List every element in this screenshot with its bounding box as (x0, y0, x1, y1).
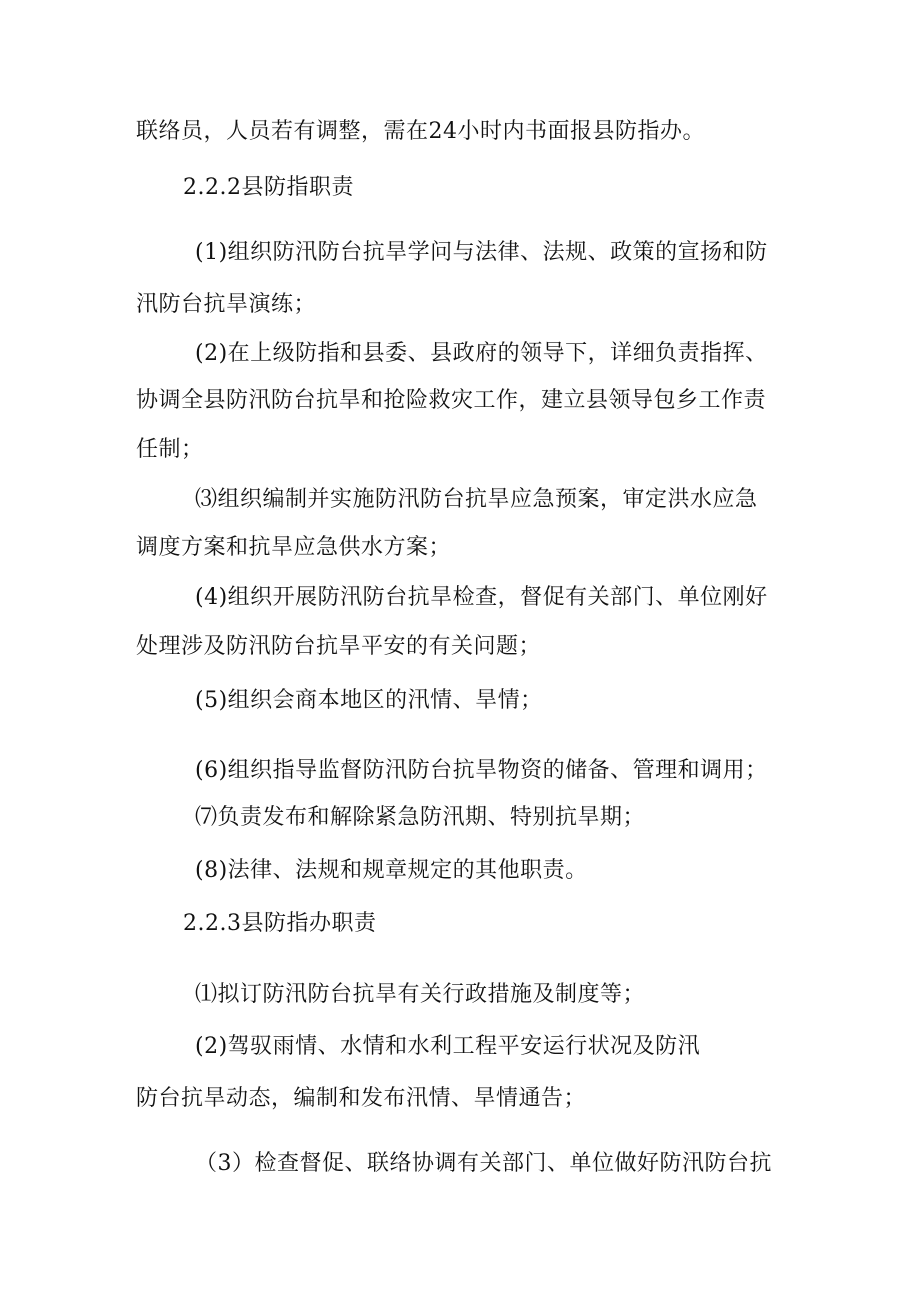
paragraph-line: 任制； (136, 437, 204, 462)
paragraph-line: 联络员，人员若有调整，需在24小时内书面报县防指办。 (136, 119, 705, 144)
paragraph-line: (1)组织防汛防台抗旱学问与法律、法规、政策的宣扬和防 (195, 240, 768, 265)
section-heading-2-2-3: 2.2.3县防指办职责 (183, 911, 377, 936)
paragraph-line: ⑶组织编制并实施防汛防台抗旱应急预案，审定洪水应急 (195, 487, 758, 512)
paragraph-line: ⑴拟订防汛防台抗旱有关行政措施及制度等； (195, 982, 646, 1007)
paragraph-line: (2)驾驭雨情、水情和水利工程平安运行状况及防汛 (195, 1034, 701, 1059)
paragraph-line: (4)组织开展防汛防台抗旱检查，督促有关部门、单位刚好 (195, 585, 768, 610)
paragraph-line: 防台抗旱动态，编制和发布汛情、旱情通告； (136, 1086, 587, 1111)
paragraph-line: 汛防台抗旱演练； (136, 292, 317, 317)
paragraph-line: (5)组织会商本地区的汛情、旱情； (195, 688, 543, 713)
paragraph-line: (6)组织指导监督防汛防台抗旱物资的储备、管理和调用； (195, 758, 768, 783)
paragraph-line: ⑺负责发布和解除紧急防汛期、特别抗旱期； (195, 805, 646, 830)
paragraph-line: （3）检查督促、联络协调有关部门、单位做好防汛防台抗 (195, 1151, 772, 1176)
section-heading-2-2-2: 2.2.2县防指职责 (183, 175, 354, 200)
paragraph-line: 处理涉及防汛防台抗旱平安的有关问题； (136, 634, 542, 659)
paragraph-line: (2)在上级防指和县委、县政府的领导下，详细负责指挥、 (195, 341, 768, 366)
paragraph-line: 协调全县防汛防台抗旱和抢险救灾工作，建立县领导包乡工作责 (136, 388, 767, 413)
paragraph-line: 调度方案和抗旱应急供水方案； (136, 535, 452, 560)
paragraph-line: (8)法律、法规和规章规定的其他职责。 (195, 858, 588, 883)
